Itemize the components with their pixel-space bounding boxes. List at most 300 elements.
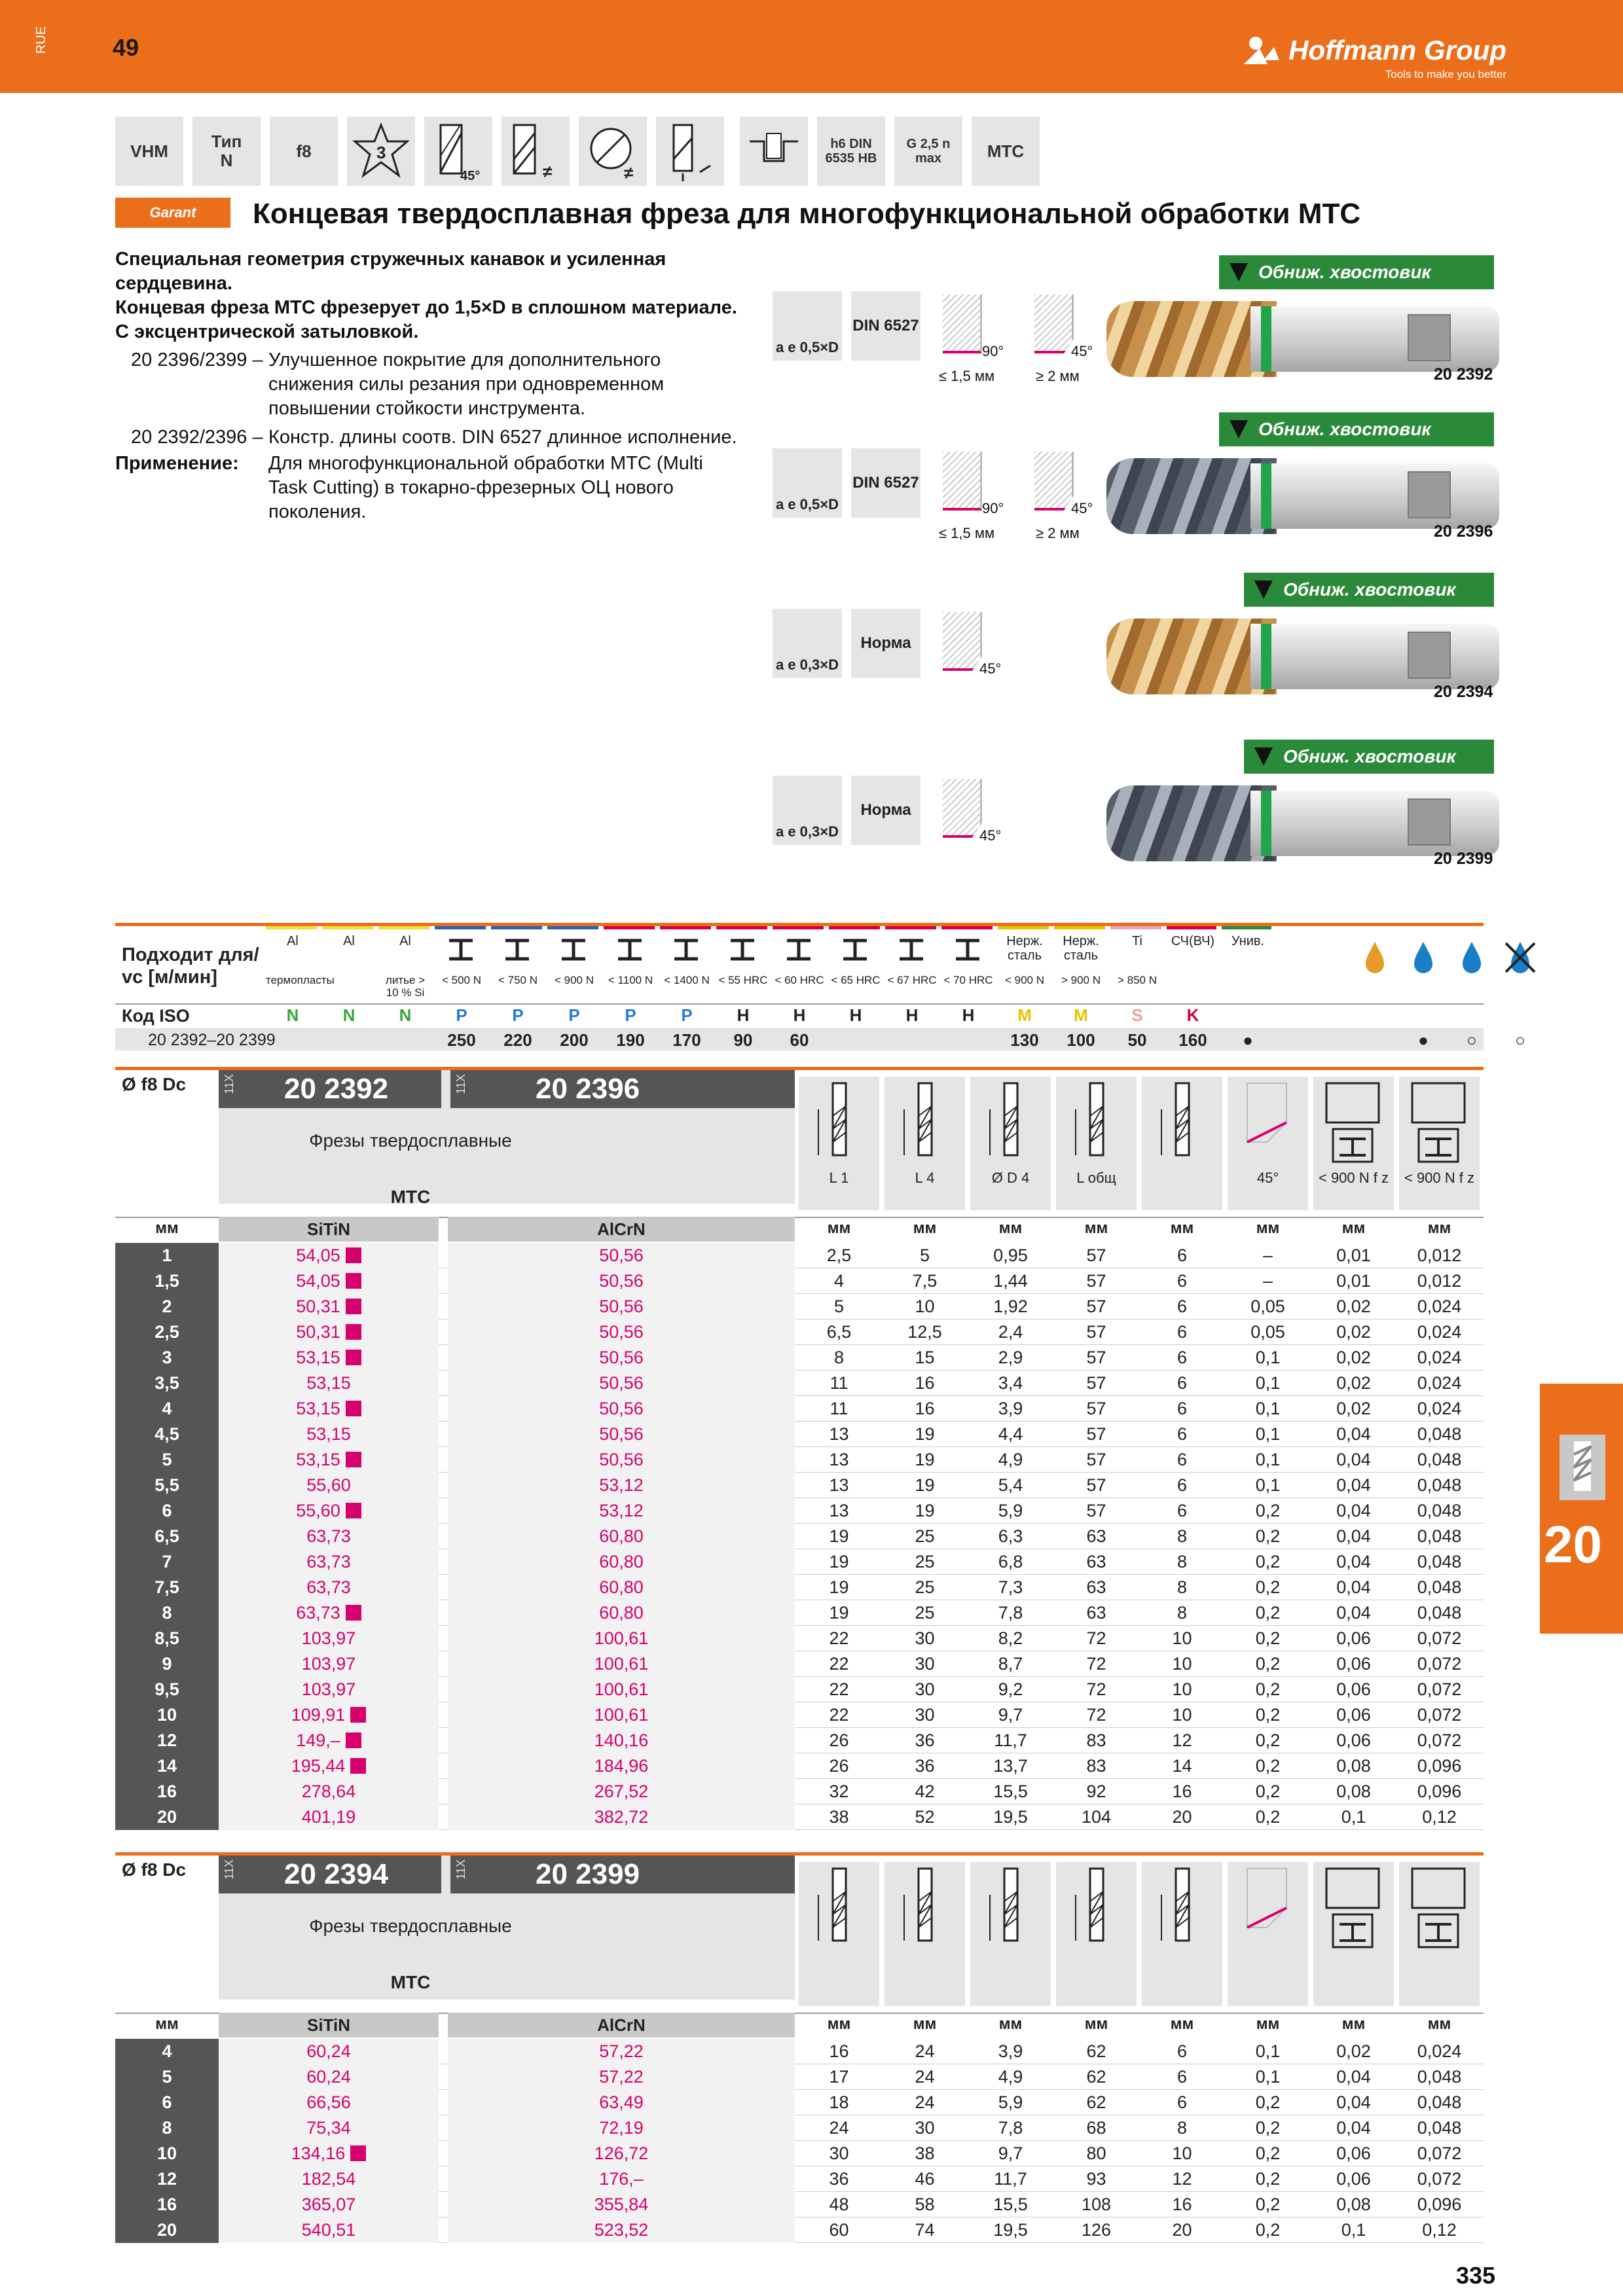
value-cell: 0,01 <box>1336 1271 1371 1291</box>
value-cell: 0,2 <box>1255 2118 1281 2138</box>
material-sub: < 67 HRC <box>887 974 937 986</box>
material-label-2: vc [м/мин] <box>122 967 217 988</box>
clamp-flat <box>1408 632 1451 679</box>
price-alcrn: 50,56 <box>448 1371 795 1396</box>
brand-tagline: Tools to make you better <box>1385 68 1506 81</box>
price-alcrn: 57,22 <box>448 2039 795 2064</box>
diameter-cell: 5,5 <box>115 1473 219 1498</box>
value-cell: 11,7 <box>994 1731 1027 1750</box>
chamfer-90-label: 90° <box>982 500 1004 516</box>
price-sitin <box>219 1524 439 1549</box>
cutting-speed: 160 <box>1178 1030 1207 1050</box>
value-cell: 22 <box>829 1705 849 1725</box>
value-cell: 72 <box>1086 1654 1106 1674</box>
value-cell: 0,2 <box>1255 1731 1281 1750</box>
chamfer-45-icon <box>943 612 982 671</box>
desc-a-code: 20 2396/2399 – <box>131 350 263 370</box>
value-cell: 83 <box>1086 1731 1106 1750</box>
hoffmann-logo-icon <box>1241 34 1281 67</box>
shank <box>1250 306 1499 372</box>
limit-1-label: ≤ 1,5 мм <box>939 368 995 384</box>
value-cell: 36 <box>915 1731 935 1750</box>
price-sitin-value: 103,97 <box>301 1679 356 1699</box>
value-cell: 57 <box>1086 1297 1106 1316</box>
price-alcrn: 523,52 <box>448 2217 795 2243</box>
stock-marker-icon <box>346 1503 361 1518</box>
iso-code: K <box>1186 1005 1199 1025</box>
value-cell: 0,2 <box>1255 2144 1281 2163</box>
value-cell: 7,8 <box>998 2118 1023 2138</box>
value-cell: 0,04 <box>1336 1424 1371 1444</box>
reduced-shank-label: Обниж. хвостовик <box>1258 262 1431 282</box>
diameter-cell: 2 <box>115 1294 219 1319</box>
dimension-figure <box>970 1862 1051 2006</box>
table-row <box>115 1524 1484 1549</box>
material-color-bar <box>547 926 598 929</box>
product-name: Фрезы твердосплавные <box>309 1916 512 1936</box>
drill-chapter-icon <box>1553 1435 1612 1500</box>
material-color-bar <box>716 926 767 929</box>
product-table-2 <box>115 1852 1484 2245</box>
value-cell: 0,1 <box>1255 1475 1281 1495</box>
cutting-speed: 50 <box>1127 1030 1147 1050</box>
stock-marker-icon <box>346 1299 361 1314</box>
chamfer-45-icon <box>1034 452 1074 511</box>
material-name: Нерж. сталь <box>1063 934 1099 963</box>
value-cell: 6,8 <box>998 1552 1023 1571</box>
product-code: 20 2399 <box>1434 850 1493 868</box>
material-sub: < 70 HRC <box>943 974 993 986</box>
shank-h6-label: h6 DIN 6535 HB <box>825 137 877 166</box>
value-cell: 4,9 <box>998 2067 1023 2087</box>
value-cell: 63 <box>1086 1526 1106 1546</box>
chapter-tab[interactable] <box>1540 1384 1623 1634</box>
table-row <box>115 2090 1484 2115</box>
limit-2-label: ≥ 2 мм <box>1036 368 1080 384</box>
value-cell: 13 <box>829 1501 849 1520</box>
price-sitin <box>219 2141 439 2166</box>
price-sitin-value: 278,64 <box>301 1782 356 1801</box>
dimension-label: < 900 N f z <box>1318 1170 1389 1186</box>
steel-profile-icon <box>503 935 532 964</box>
value-cell: 0,048 <box>1417 1424 1462 1444</box>
value-cell: 36 <box>829 2169 849 2189</box>
price-sitin-value: 54,05 <box>296 1246 340 1265</box>
value-cell: 0,02 <box>1336 1399 1371 1418</box>
value-cell: 26 <box>829 1756 849 1776</box>
price-alcrn: 126,72 <box>448 2141 795 2166</box>
value-cell: 93 <box>1086 2169 1106 2189</box>
value-cell: 4 <box>833 1271 845 1291</box>
chamfer-90-icon <box>943 452 982 511</box>
value-cell: 0,2 <box>1255 1628 1281 1648</box>
value-cell: 2,9 <box>998 1348 1023 1367</box>
tag-marker-icon <box>1254 581 1273 599</box>
limit-1-label: ≤ 1,5 мм <box>939 525 995 541</box>
value-cell: 10 <box>915 1297 935 1316</box>
reduced-shank-tag <box>1244 573 1494 607</box>
price-alcrn: 50,56 <box>448 1447 795 1473</box>
value-cell: 0,2 <box>1255 2092 1281 2112</box>
value-cell: 46 <box>915 2169 935 2189</box>
value-cell: 0,08 <box>1336 1756 1371 1776</box>
coolant-rating: ○ <box>1515 1030 1525 1050</box>
table-row <box>115 1422 1484 1447</box>
price-sitin <box>219 2217 439 2243</box>
dimension-figure <box>799 1862 879 2006</box>
table-row <box>115 2141 1484 2166</box>
unit-label: мм <box>827 1219 851 1237</box>
diameter-cell: 3,5 <box>115 1371 219 1396</box>
material-sub: < 1400 N <box>664 974 710 986</box>
chamfer-90-label: 90° <box>982 343 1004 359</box>
diameter-cell: 4 <box>115 1396 219 1422</box>
diameter-label: Ø f8 Dc <box>122 1074 187 1094</box>
dimension-figure <box>1399 1077 1480 1210</box>
value-cell: 0,04 <box>1336 1475 1371 1495</box>
table-row <box>115 1779 1484 1804</box>
material-color-bar <box>491 926 542 929</box>
coolant-rating: ● <box>1418 1030 1429 1050</box>
value-cell: 8,7 <box>998 1654 1023 1674</box>
value-cell: 15 <box>915 1348 935 1367</box>
iso-code: M <box>1074 1005 1088 1025</box>
material-color-bar <box>1054 926 1105 929</box>
price-sitin <box>219 1473 439 1498</box>
feature-type-n <box>192 117 261 186</box>
stock-marker-icon <box>346 1273 361 1289</box>
coolant-spray-icon <box>1452 938 1491 977</box>
prefix-2: 11X <box>454 1074 467 1094</box>
diameter-cell: 10 <box>115 2141 219 2166</box>
value-cell: 13,7 <box>993 1756 1028 1776</box>
material-color-bar <box>885 926 936 929</box>
diameter-cell: 5 <box>115 2064 219 2090</box>
price-sitin <box>219 1422 439 1447</box>
code-header-1: 20 2392 <box>219 1070 441 1108</box>
diameter-cell: 12 <box>115 2166 219 2192</box>
value-cell: 15,5 <box>993 1782 1028 1801</box>
unequal-division-icon <box>579 117 647 186</box>
table-row <box>115 1651 1484 1677</box>
value-cell: 72 <box>1086 1679 1106 1699</box>
cutting-speed: 130 <box>1010 1030 1039 1050</box>
value-cell: 0,12 <box>1422 1807 1457 1827</box>
value-cell: 0,02 <box>1336 1322 1371 1342</box>
price-sitin-value: 60,24 <box>306 2067 351 2087</box>
tag-marker-icon <box>1254 747 1273 766</box>
material-label-1: Подходит для/ <box>122 944 259 965</box>
value-cell: 0,08 <box>1336 1782 1371 1801</box>
value-cell: 48 <box>829 2195 849 2214</box>
ae-box: a e 0,5×D <box>773 291 842 361</box>
product-series: MTC <box>390 1972 431 1992</box>
value-cell: 2,5 <box>826 1246 852 1265</box>
price-sitin-value: 540,51 <box>301 2220 356 2240</box>
value-cell: 57 <box>1086 1450 1106 1469</box>
value-cell: 63 <box>1086 1552 1106 1571</box>
material-name: Нерж. сталь <box>1006 934 1043 963</box>
iso-code: N <box>399 1005 412 1025</box>
iso-code: H <box>962 1005 975 1025</box>
reduced-shank-tag <box>1219 255 1494 289</box>
value-cell: 24 <box>915 2092 935 2112</box>
value-cell: 0,95 <box>993 1246 1028 1265</box>
dimension-label: Ø D 4 <box>991 1170 1030 1186</box>
value-cell: 14 <box>1172 1756 1192 1776</box>
code-header-1: 20 2394 <box>219 1856 441 1893</box>
value-cell: 63 <box>1086 1603 1106 1623</box>
price-sitin <box>219 1371 439 1396</box>
diameter-cell: 12 <box>115 1728 219 1753</box>
dimension-figure <box>1228 1077 1308 1210</box>
price-sitin-value: 53,15 <box>306 1424 351 1444</box>
reduced-shank-label: Обниж. хвостовик <box>1258 419 1431 439</box>
value-cell: 19 <box>829 1577 849 1597</box>
value-cell: 30 <box>915 1628 935 1648</box>
value-cell: 13 <box>829 1450 849 1469</box>
unequal-pitch-glyph <box>506 120 565 183</box>
unit-label: мм <box>1341 2015 1366 2033</box>
value-cell: 0,048 <box>1417 1475 1462 1495</box>
value-cell: 19 <box>915 1450 935 1469</box>
feature-vhm: VHM <box>115 117 183 186</box>
value-cell: 7,8 <box>998 1603 1023 1623</box>
price-sitin-value: 103,97 <box>301 1654 356 1674</box>
desc-line-3: Концевая фреза MTC фрезерует до 1,5×D в сплошном материале. <box>115 297 737 318</box>
value-cell: 57 <box>1086 1271 1106 1291</box>
table-row <box>115 1371 1484 1396</box>
helix-45-icon <box>424 117 492 186</box>
iso-code: H <box>849 1005 862 1025</box>
value-cell: 57 <box>1086 1246 1106 1265</box>
value-cell: 6 <box>1176 1450 1188 1469</box>
price-alcrn: 50,56 <box>448 1422 795 1447</box>
ae-box: a e 0,3×D <box>773 609 842 678</box>
value-cell: 11 <box>830 1373 848 1393</box>
range-label: 20 2392–20 2399 <box>148 1031 276 1049</box>
value-cell: 0,04 <box>1336 1552 1371 1571</box>
material-table <box>115 923 1525 1050</box>
value-cell: 0,024 <box>1417 1322 1462 1342</box>
desc-line-1: Специальная геометрия стружечных канавок и усиленная <box>115 249 666 270</box>
iso-code: H <box>793 1005 806 1025</box>
price-alcrn: 50,56 <box>448 1345 795 1371</box>
value-cell: 0,2 <box>1255 1552 1281 1571</box>
product-name: Фрезы твердосплавные <box>309 1130 512 1151</box>
value-cell: 0,2 <box>1255 1654 1281 1674</box>
table-row <box>115 1804 1484 1830</box>
prefix-1: 11X <box>223 1074 236 1094</box>
value-cell: 0,048 <box>1417 2092 1462 2112</box>
iso-code: H <box>737 1005 750 1025</box>
value-cell: 0,2 <box>1255 1782 1281 1801</box>
language-code: RUE <box>34 26 48 54</box>
value-cell: 6 <box>1176 1424 1188 1444</box>
price-sitin-value: 54,05 <box>296 1271 340 1291</box>
price-sitin-value: 103,97 <box>301 1628 356 1648</box>
unit-label: мм <box>913 1219 937 1237</box>
cutting-speed: 250 <box>447 1030 476 1050</box>
value-cell: 0,06 <box>1336 1679 1371 1699</box>
price-alcrn: 176,– <box>448 2166 795 2192</box>
material-color-bar <box>1110 926 1161 929</box>
table-row <box>115 1753 1484 1779</box>
desc-line-2: сердцевина. <box>115 273 232 294</box>
dimension-label: L 1 <box>829 1170 849 1186</box>
diameter-cell: 16 <box>115 1779 219 1804</box>
dimension-figure <box>1228 1862 1308 2006</box>
price-alcrn: 100,61 <box>448 1677 795 1702</box>
value-cell: 1,44 <box>993 1271 1028 1291</box>
cutting-speed: ● <box>1243 1030 1253 1050</box>
page-number-right: 335 <box>1456 2262 1496 2289</box>
price-sitin <box>219 1498 439 1524</box>
value-cell: 8 <box>1176 1552 1188 1571</box>
diameter-cell: 20 <box>115 1804 219 1830</box>
value-cell: 25 <box>915 1526 935 1546</box>
desc-c-1: Для многофункциональной обработки MTC (Multi <box>268 453 703 474</box>
table-row <box>115 1549 1484 1575</box>
table-row <box>115 1677 1484 1702</box>
value-cell: 19,5 <box>993 1807 1028 1827</box>
table-row <box>115 1575 1484 1600</box>
unit-label: мм <box>913 2015 937 2033</box>
value-cell: 6,3 <box>998 1526 1023 1546</box>
value-cell: 0,04 <box>1336 1450 1371 1469</box>
dimension-figure <box>970 1077 1051 1210</box>
value-cell: 4,4 <box>998 1424 1023 1444</box>
stock-marker-icon <box>346 1452 361 1467</box>
diameter-cell: 8,5 <box>115 1626 219 1651</box>
value-cell: 13 <box>829 1424 849 1444</box>
coolant-emulsion-icon <box>1404 938 1443 977</box>
chamfer-45-icon <box>943 779 982 838</box>
desc-b-code: 20 2392/2396 – <box>131 427 263 448</box>
price-sitin <box>219 1294 439 1319</box>
material-name: Ti <box>1132 934 1142 948</box>
iso-code: N <box>286 1005 299 1025</box>
value-cell: 0,024 <box>1417 1399 1462 1418</box>
diameter-cell: 1 <box>115 1243 219 1268</box>
value-cell: 0,024 <box>1417 1373 1462 1393</box>
stock-marker-icon <box>346 1350 361 1365</box>
shank <box>1250 791 1499 856</box>
material-name: Al <box>343 934 355 948</box>
table-row <box>115 2039 1484 2064</box>
value-cell: 36 <box>915 1756 935 1776</box>
slot-glyph <box>744 128 803 174</box>
steel-profile-icon <box>728 935 757 964</box>
value-cell: 25 <box>915 1577 935 1597</box>
dimension-figure <box>1313 1077 1394 1210</box>
dimension-figure <box>1142 1862 1222 2006</box>
table-row <box>115 1319 1484 1345</box>
value-cell: 0,02 <box>1336 1348 1371 1367</box>
norm-box: DIN 6527 <box>851 291 921 361</box>
value-cell: 0,1 <box>1255 1348 1281 1367</box>
value-cell: 0,2 <box>1255 1501 1281 1520</box>
dimension-figure <box>1313 1862 1394 2006</box>
price-alcrn: 100,61 <box>448 1651 795 1677</box>
brand-logo <box>1241 30 1506 81</box>
product-code: 20 2392 <box>1434 365 1493 384</box>
prefix-2: 11X <box>454 1859 467 1880</box>
diameter-cell: 6 <box>115 2090 219 2115</box>
diameter-cell: 20 <box>115 2217 219 2243</box>
table-row <box>115 2166 1484 2192</box>
value-cell: 11 <box>830 1399 848 1418</box>
feature-mtc: MTC <box>972 117 1040 186</box>
stock-marker-icon <box>346 1247 361 1263</box>
value-cell: 0,1 <box>1341 1807 1366 1827</box>
unit-label: мм <box>1170 2015 1194 2033</box>
material-sub: < 900 N <box>554 974 594 986</box>
stock-marker-icon <box>350 2145 366 2161</box>
value-cell: 11,7 <box>994 2169 1027 2189</box>
value-cell: 0,048 <box>1417 1501 1462 1520</box>
ae-box: a e 0,3×D <box>773 776 842 845</box>
value-cell: 3,9 <box>998 2041 1023 2061</box>
reduced-shank-label: Обниж. хвостовик <box>1283 746 1456 766</box>
material-color-bar <box>266 926 317 929</box>
desc-c-3: поколения. <box>268 501 367 522</box>
clamp-flat <box>1408 471 1451 518</box>
iso-code: M <box>1017 1005 1032 1025</box>
price-sitin-value: 53,15 <box>296 1399 340 1418</box>
iso-code: S <box>1131 1005 1143 1025</box>
balance-g25-icon <box>894 117 962 186</box>
diameter-cell: 5 <box>115 1447 219 1473</box>
value-cell: 57 <box>1086 1424 1106 1444</box>
dimension-figure <box>1056 1862 1137 2006</box>
value-cell: 0,12 <box>1422 2220 1457 2240</box>
chamfer-45-label: 45° <box>1071 500 1093 516</box>
value-cell: 6 <box>1176 1501 1188 1520</box>
value-cell: 38 <box>829 1807 849 1827</box>
cutting-speed: 190 <box>616 1030 645 1050</box>
shank <box>1250 624 1499 689</box>
value-cell: 57 <box>1086 1322 1106 1342</box>
cutting-speed: 170 <box>672 1030 701 1050</box>
value-cell: 0,04 <box>1336 1501 1371 1520</box>
unit-label: мм <box>1256 1219 1280 1237</box>
value-cell: 57 <box>1086 1475 1106 1495</box>
price-sitin <box>219 1243 439 1268</box>
value-cell: 0,04 <box>1336 1577 1371 1597</box>
value-cell: 62 <box>1086 2092 1106 2112</box>
value-cell: 0,1 <box>1255 1450 1281 1469</box>
price-sitin-value: 401,19 <box>301 1807 356 1827</box>
value-cell: 8 <box>1176 2118 1188 2138</box>
svg-text:45°: 45° <box>460 169 481 183</box>
material-name: Унив. <box>1231 934 1265 948</box>
value-cell: 0,2 <box>1255 2169 1281 2189</box>
value-cell: 104 <box>1081 1807 1112 1827</box>
material-color-bar <box>1167 926 1216 929</box>
diameter-cell: 9,5 <box>115 1677 219 1702</box>
material-color-bar <box>773 926 824 929</box>
value-cell: 6 <box>1176 1246 1188 1265</box>
diameter-cell: 7,5 <box>115 1575 219 1600</box>
diameter-cell: 6 <box>115 1498 219 1524</box>
value-cell: 0,06 <box>1336 1705 1371 1725</box>
dimension-figure <box>1142 1077 1222 1210</box>
value-cell: 0,048 <box>1417 1450 1462 1469</box>
price-sitin-value: 53,15 <box>296 1348 340 1367</box>
price-sitin-value: 50,31 <box>296 1322 340 1342</box>
plunge-icon <box>656 117 724 186</box>
